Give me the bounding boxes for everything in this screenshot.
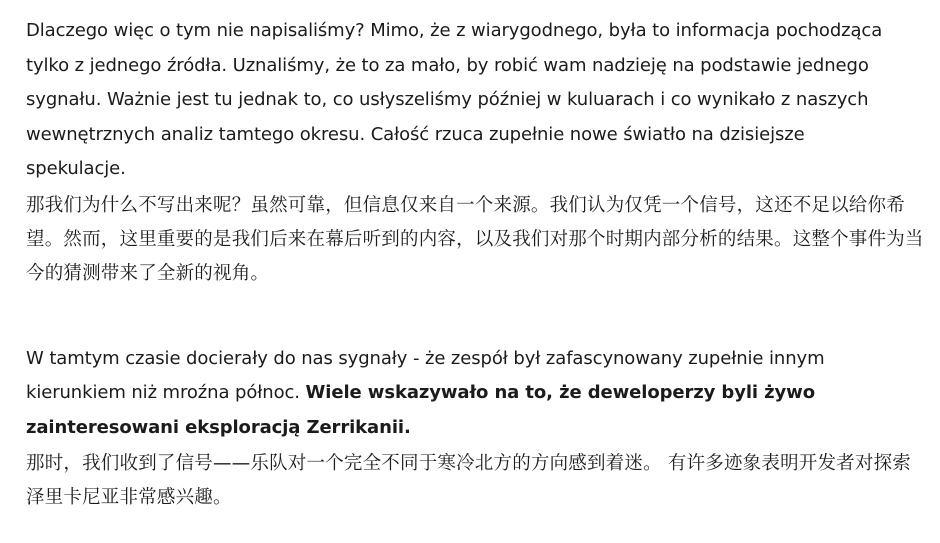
- paragraph-chinese-2: 那时，我们收到了信号——乐队对一个完全不同于寒冷北方的方向感到着迷。 有许多迹象表明开发者对探索泽里卡尼亚非常感兴趣。: [26, 453, 911, 508]
- article-body: [26, 14, 926, 515]
- paragraph-polish-2-intro: W tamtym czasie docierały do nas sygnały - że zespół był zafascynowany zupełnie innym kierunkiem niż mroźna północ.: [26, 347, 825, 403]
- paragraph-polish-2-emphasis: Wiele wskazywało na to, że deweloperzy byli żywo zainteresowani eksploracją Zerrikanii.: [26, 382, 815, 438]
- paragraph-polish-2: [26, 342, 906, 446]
- paragraph-chinese-1: 那我们为什么不写出来呢？虽然可靠，但信息仅来自一个来源。我们认为仅凭一个信号，这还不足以给你希望。然而，这里重要的是我们后来在幕后听到的内容，以及我们对那个时期内部分析的结果。这整个事件为当今的猜测带来了全新的视角。: [26, 194, 924, 284]
- paragraph-polish-1: Dlaczego więc o tym nie napisaliśmy? Mimo, że z wiarygodnego, była to informacja pochodząca tylko z jednego źródła. Uznaliśmy, że to za mało, by robić wam nadzieję na podstawie jednego sygnału. Ważnie jest tu jednak to, co usłyszeliśmy później w kuluarach i co wynikało z naszych wewnętrznych analiz tamtego okresu. Całość rzuca zupełnie nowe światło na dzisiejsze spekulacje.: [26, 20, 883, 179]
- paragraph-spacer: [26, 291, 926, 342]
